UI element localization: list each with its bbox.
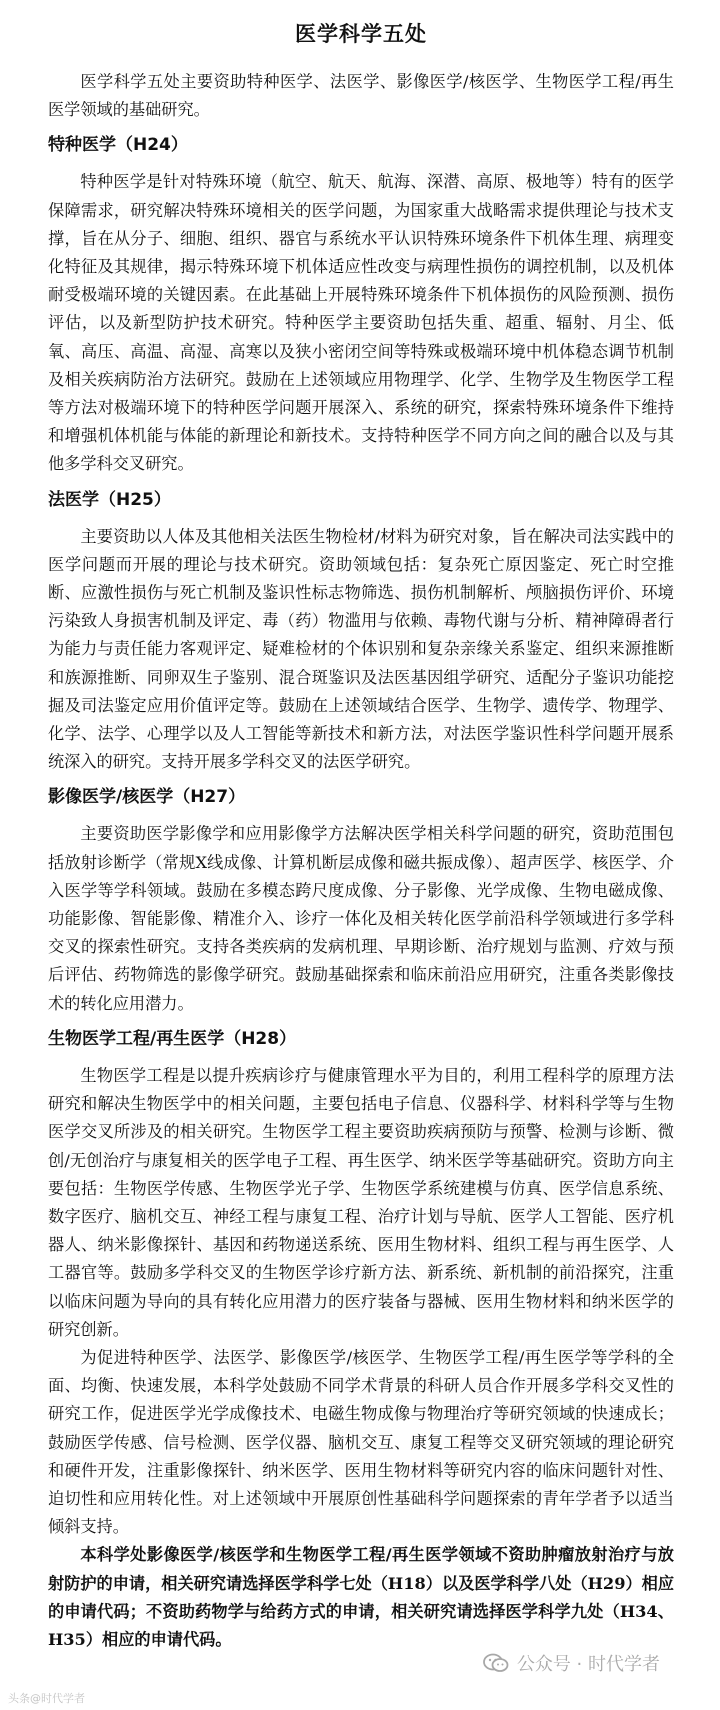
section-paragraph: 主要资助以人体及其他相关法医生物检材/材料为研究对象，旨在解决司法实践中的医学问题而开展的理论与技术研究。资助领域包括：复杂死亡原因鉴定、死亡时空推断、应激性损伤与死亡机制及鉴识性标志物筛选、损伤机制解析、颅脑损伤评价、环境污染致人身损害机制及评定、毒（药）物滥用与依赖、毒物代谢与分析、精神障碍者行为能力与责任能力客观评定、疑难检材的个体识别和复杂亲缘关系鉴定、组织来源推断和族源推断、同卵双生子鉴别、混合斑鉴识及法医基因组学研究、适配分子鉴识功能挖掘及司法鉴定应用价值评定等。鼓励在上述领域结合医学、生物学、遗传学、物理学、化学、法学、心理学以及人工智能等新技术和新方法，对法医学鉴识性科学问题开展系统深入的研究。支持开展多学科交叉的法医学研究。 [48, 526, 674, 772]
section-paragraph: 生物医学工程是以提升疾病诊疗与健康管理水平为目的，利用工程科学的原理方法研究和解决生物医学中的相关问题，主要包括电子信息、仪器科学、材料科学等与生物医学交叉所涉及的相关研究。生物医学工程主要资助疾病预防与预警、检测与诊断、微创/无创治疗与康复相关的医学电子工程、再生医学、纳米医学等基础研究。资助方向主要包括：生物医学传感、生物医学光子学、生物医学系统建模与仿真、医学信息系统、数字医疗、脑机交互、神经工程与康复工程、治疗计划与导航、医学人工智能、医疗机器人、纳米影像探针、基因和药物递送系统、医用生物材料、组织工程与再生医学、人工器官等。鼓励多学科交叉的生物医学诊疗新方法、新系统、新机制的前沿探究，注重以临床问题为导向的具有转化应用潜力的医疗装备与器械、医用生物材料和纳米医学的研究创新。 [48, 1065, 674, 1339]
section-heading-h28: 生物医学工程/再生医学（H28） [48, 1028, 297, 1049]
section-heading-h24: 特种医学（H24） [48, 135, 188, 156]
wechat-official-account-icon [483, 1653, 509, 1673]
section-special-medicine [48, 132, 674, 478]
section-forensic-medicine [48, 487, 674, 777]
section-imaging-nuclear-medicine [48, 784, 674, 1017]
page-title: 医学科学五处 [295, 22, 427, 46]
section-paragraph: 主要资助医学影像学和应用影像学方法解决医学相关科学问题的研究，资助范围包括放射诊断学（常规X线成像、计算机断层成像和磁共振成像）、超声医学、核医学、介入医学等学科领域。鼓励在多模态跨尺度成像、分子影像、光学成像、生物电磁成像、功能影像、智能影像、精准介入、诊疗一体化及相关转化医学前沿科学领域进行多学科交叉的探索性研究。支持各类疾病的发病机理、早期诊断、治疗规划与监测、疗效与预后评估、药物筛选的影像学研究。鼓励基础探索和临床前沿应用研究，注重各类影像技术的转化应用潜力。 [48, 824, 674, 1013]
watermark [483, 1650, 660, 1676]
section-paragraph: 特种医学是针对特殊环境（航空、航天、航海、深潜、高原、极地等）特有的医学保障需求，研究解决特殊环境相关的医学问题，为国家重大战略需求提供理论与技术支撑，旨在从分子、细胞、组织、器官与系统水平认识特殊环境条件下机体生理、病理变化特征及其规律，揭示特殊环境下机体适应性改变与病理性损伤的调控机制，以及机体耐受极端环境的关键因素。在此基础上开展特殊环境条件下机体损伤的风险预测、损伤评估，以及新型防护技术研究。特种医学主要资助包括失重、超重、辐射、月尘、低氧、高压、高温、高湿、高寒以及狭小密闭空间等特殊或极端环境中机体稳态调节机制及相关疾病防治方法研究。鼓励在上述领域应用物理学、化学、生物学及生物医学工程等方法对极端环境下的特种医学问题开展深入、系统的研究，探索特殊环境条件下维持和增强机体机能与体能的新理论和新技术。支持特种医学不同方向之间的融合以及与其他多学科交叉研究。 [48, 172, 674, 474]
corner-watermark: 头条@时代学者 [8, 1692, 85, 1705]
section-heading-h25: 法医学（H25） [48, 489, 171, 510]
intro-paragraph: 医学科学五处主要资助特种医学、法医学、影像医学/核医学、生物医学工程/再生医学领域的基础研究。 [48, 72, 674, 120]
closing-note: 本科学处影像医学/核医学和生物医学工程/再生医学领域不资助肿瘤放射治疗与放射防护的申请，相关研究请选择医学科学七处（H18）以及医学科学八处（H29）相应的申请代码；不资助药物学与给药方式的申请，相关研究请选择医学科学九处（H34、H35）相应的申请代码。 [48, 1545, 675, 1649]
section-heading-h27: 影像医学/核医学（H27） [48, 787, 246, 808]
section-biomedical-engineering [48, 1026, 674, 1654]
watermark-text: 公众号 · 时代学者 [516, 1654, 660, 1675]
section-paragraph: 为促进特种医学、法医学、影像医学/核医学、生物医学工程/再生医学等学科的全面、均衡、快速发展，本科学处鼓励不同学术背景的科研人员合作开展多学科交叉性的研究工作，促进医学光学成像技术、电磁生物成像与物理治疗等研究领域的快速成长；鼓励医学传感、信号检测、医学仪器、脑机交互、康复工程等交叉研究领域的理论研究和硬件开发，注重影像探针、纳米医学、医用生物材料等研究内容的临床问题针对性、迫切性和应用转化性。对上述领域中开展原创性基础科学问题探索的青年学者予以适当倾斜支持。 [48, 1347, 674, 1537]
